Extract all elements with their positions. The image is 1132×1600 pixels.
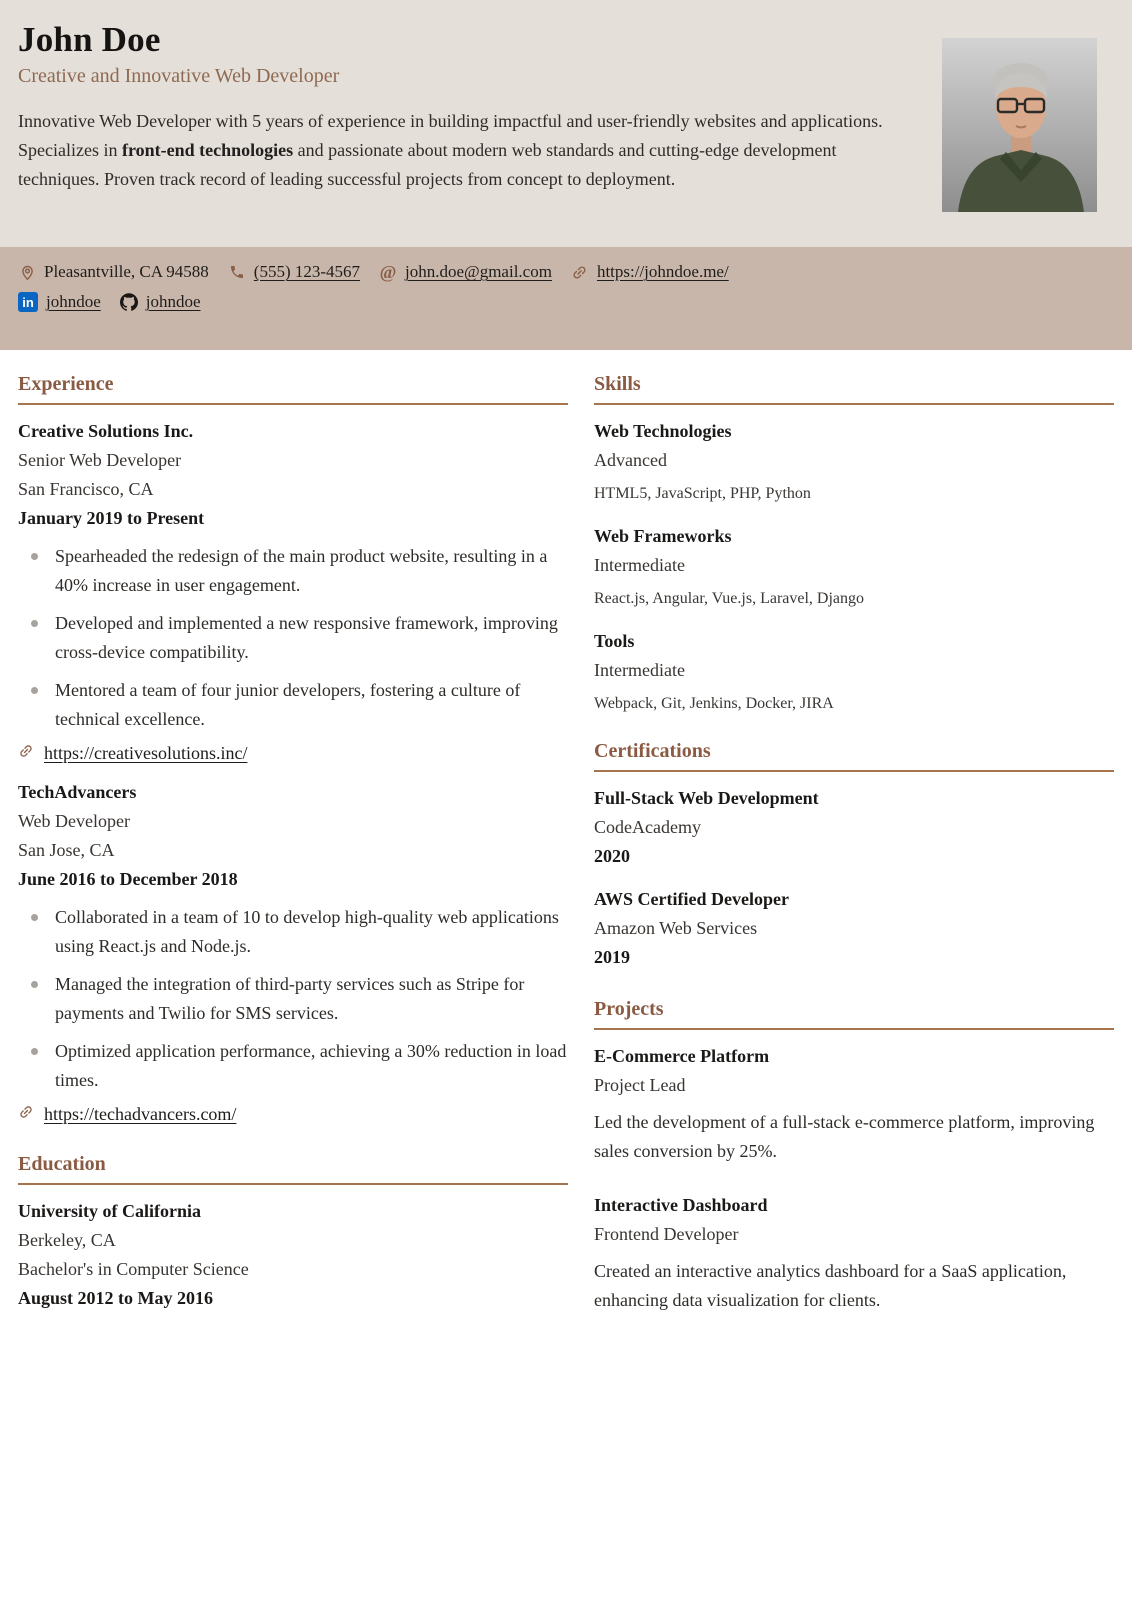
experience-entry	[18, 417, 568, 764]
section-experience	[18, 373, 568, 1125]
section-title-experience: Experience	[18, 373, 568, 405]
bullet-item: Collaborated in a team of 10 to develop high-quality web applications using React.js and Node.js.	[18, 903, 568, 961]
skill-level: Advanced	[594, 450, 667, 470]
certification-year: 2020	[594, 846, 630, 866]
section-certifications	[594, 740, 1114, 972]
certification-item	[594, 885, 1114, 972]
job-role: Senior Web Developer	[18, 450, 182, 470]
profile-photo-illustration	[942, 38, 1097, 212]
section-title-education: Education	[18, 1153, 568, 1185]
education-entry	[18, 1197, 568, 1313]
certification-issuer: Amazon Web Services	[594, 918, 758, 938]
section-skills	[594, 373, 1114, 716]
section-education	[18, 1153, 568, 1313]
job-bullets	[18, 903, 568, 1095]
project-role: Frontend Developer	[594, 1224, 739, 1244]
contact-phone	[228, 262, 360, 282]
job-bullets	[18, 542, 568, 734]
link-icon	[18, 1104, 34, 1125]
phone-link[interactable]: (555) 123-4567	[253, 262, 361, 281]
phone-icon	[228, 263, 246, 281]
location-text: Pleasantville, CA 94588	[44, 262, 209, 281]
bullet-item: Mentored a team of four junior developers, fostering a culture of technical excellence.	[18, 676, 568, 734]
section-projects	[594, 998, 1114, 1315]
project-role: Project Lead	[594, 1075, 686, 1095]
summary-text: Innovative Web Developer with 5 years of experience in building impactful and user-friendly websites and applications. Specializes in	[18, 111, 883, 161]
link-icon	[18, 743, 34, 764]
project-name: E-Commerce Platform	[594, 1046, 770, 1066]
education-dates: August 2012 to May 2016	[18, 1288, 214, 1308]
skill-name: Web Technologies	[594, 421, 732, 441]
job-location: San Francisco, CA	[18, 479, 154, 499]
map-pin-icon	[18, 263, 36, 281]
bullet-item: Managed the integration of third-party services such as Stripe for payments and Twilio for SMS services.	[18, 970, 568, 1028]
contact-row-social	[18, 292, 1114, 312]
bullet-item: Optimized application performance, achieving a 30% reduction in load times.	[18, 1037, 568, 1095]
page-title: John Doe	[18, 20, 161, 59]
contact-row-primary	[18, 262, 1114, 282]
company-name: TechAdvancers	[18, 782, 137, 802]
skill-keywords: HTML5, JavaScript, PHP, Python	[594, 485, 811, 502]
skill-item	[594, 627, 1114, 716]
skill-name: Web Frameworks	[594, 526, 732, 546]
experience-entry	[18, 778, 568, 1125]
project-description: Led the development of a full-stack e-commerce platform, improving sales conversion by 25%.	[594, 1112, 1095, 1161]
company-url[interactable]: https://creativesolutions.inc/	[44, 743, 248, 763]
header	[0, 0, 1132, 247]
section-title-projects: Projects	[594, 998, 1114, 1030]
headline: Creative and Innovative Web Developer	[18, 65, 340, 88]
right-column	[594, 373, 1114, 1343]
company-link-row	[18, 743, 568, 764]
resume-body	[0, 350, 1132, 1343]
summary-text-after: and passionate about modern web standards and cutting-edge development techniques. Proven track record of leading successful projects from concept to deployment.	[18, 140, 837, 190]
skill-level: Intermediate	[594, 555, 685, 575]
project-description: Created an interactive analytics dashboard for a SaaS application, enhancing data visualization for clients.	[594, 1261, 1067, 1310]
left-column	[18, 373, 568, 1343]
section-title-certifications: Certifications	[594, 740, 1114, 772]
summary-bold-text: front-end technologies	[121, 140, 294, 161]
skill-keywords: React.js, Angular, Vue.js, Laravel, Django	[594, 590, 865, 607]
contact-linkedin	[18, 292, 101, 312]
at-sign-icon: @	[379, 262, 397, 282]
contact-location	[18, 262, 209, 282]
project-name: Interactive Dashboard	[594, 1195, 768, 1215]
job-location: San Jose, CA	[18, 840, 115, 860]
contact-email	[379, 262, 552, 282]
skill-item	[594, 522, 1114, 611]
skill-name: Tools	[594, 631, 635, 651]
degree: Bachelor's in Computer Science	[18, 1259, 249, 1279]
website-link[interactable]: https://johndoe.me/	[596, 262, 729, 281]
linkedin-link[interactable]: johndoe	[46, 292, 101, 311]
profile-photo	[942, 38, 1097, 212]
link-icon	[571, 263, 589, 281]
linkedin-icon: in	[18, 292, 38, 312]
bullet-item: Developed and implemented a new responsive framework, improving cross-device compatibility.	[18, 609, 568, 667]
company-url[interactable]: https://techadvancers.com/	[44, 1104, 237, 1124]
job-role: Web Developer	[18, 811, 130, 831]
skill-item	[594, 417, 1114, 506]
project-item	[594, 1191, 1114, 1315]
bullet-item: Spearheaded the redesign of the main product website, resulting in a 40% increase in user engagement.	[18, 542, 568, 600]
contact-github	[120, 292, 201, 312]
section-title-skills: Skills	[594, 373, 1114, 405]
job-dates: January 2019 to Present	[18, 508, 205, 528]
project-item	[594, 1042, 1114, 1166]
job-dates: June 2016 to December 2018	[18, 869, 238, 889]
skill-keywords: Webpack, Git, Jenkins, Docker, JIRA	[594, 695, 834, 712]
certification-issuer: CodeAcademy	[594, 817, 701, 837]
email-link[interactable]: john.doe@gmail.com	[405, 262, 552, 281]
skill-level: Intermediate	[594, 660, 685, 680]
github-icon	[120, 293, 138, 311]
contact-bar	[0, 247, 1132, 350]
company-link-row	[18, 1104, 568, 1125]
certification-name: AWS Certified Developer	[594, 889, 789, 909]
certification-name: Full-Stack Web Development	[594, 788, 819, 808]
certification-year: 2019	[594, 947, 630, 967]
certification-item	[594, 784, 1114, 871]
github-link[interactable]: johndoe	[145, 292, 201, 311]
school-name: University of California	[18, 1201, 201, 1221]
company-name: Creative Solutions Inc.	[18, 421, 194, 441]
summary	[18, 107, 890, 194]
school-location: Berkeley, CA	[18, 1230, 116, 1250]
contact-website	[571, 262, 729, 282]
